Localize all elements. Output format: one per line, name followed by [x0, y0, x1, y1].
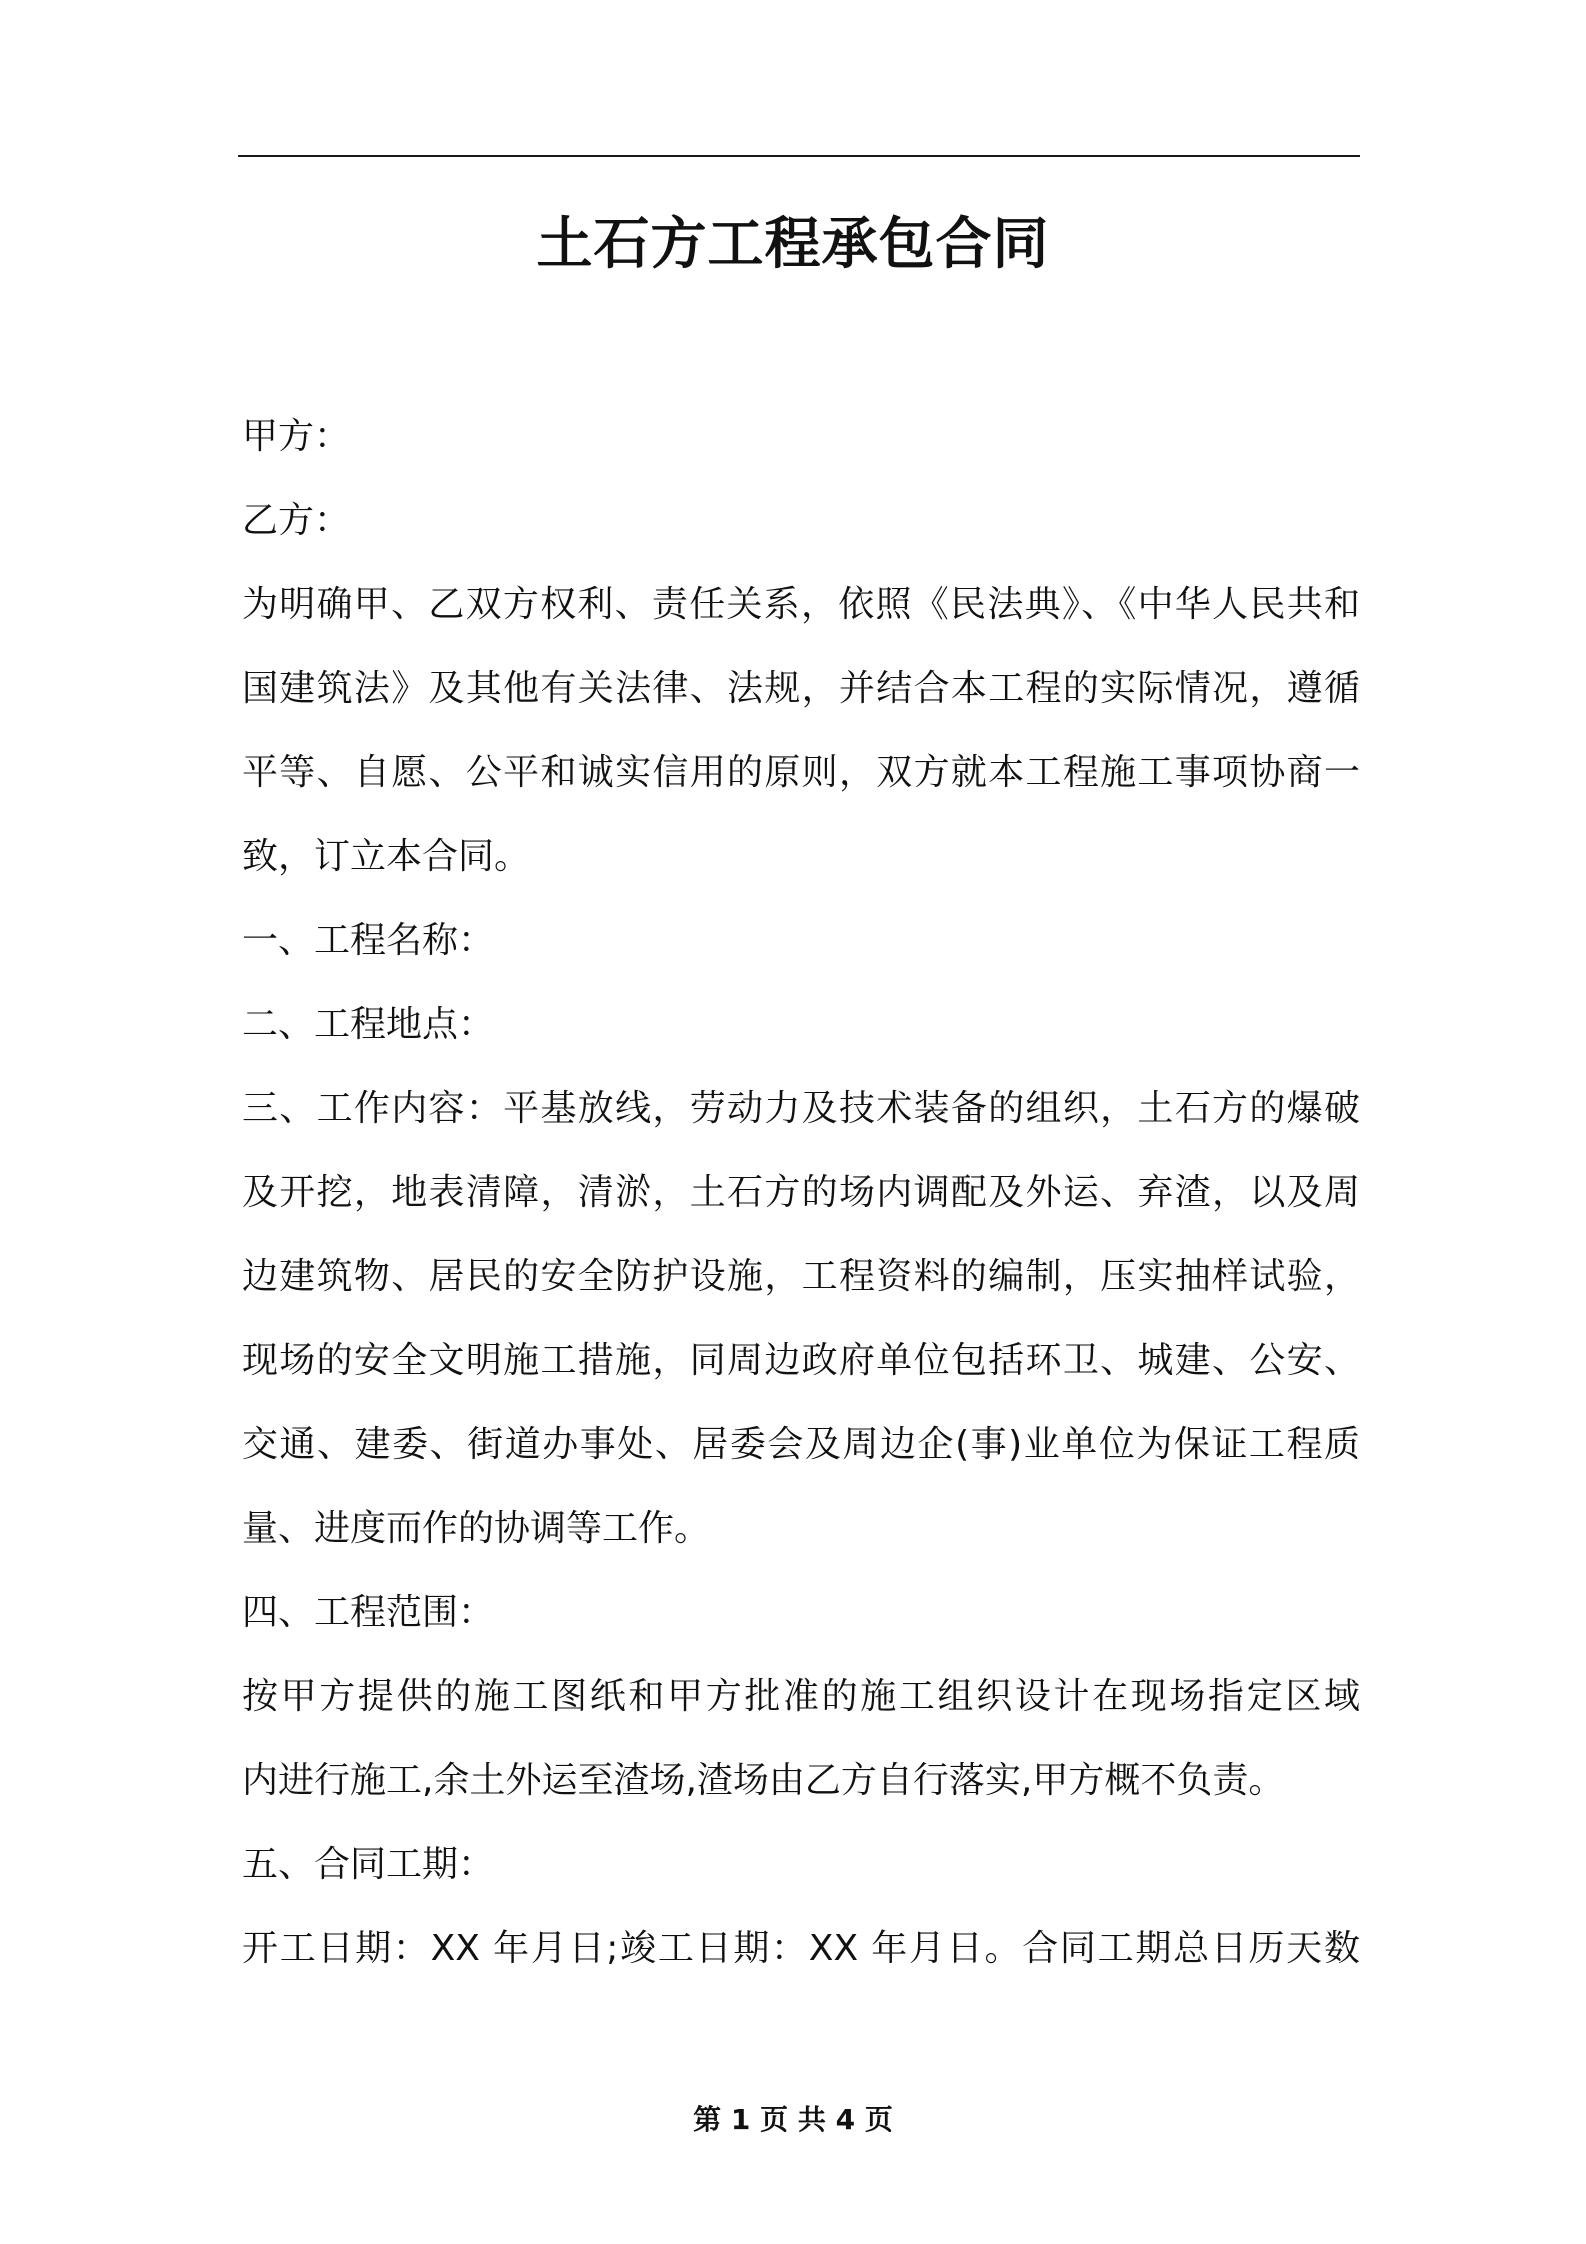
- page-number: 第 1 页 共 4 页: [693, 2103, 893, 2136]
- paragraph-period-detail: [242, 1907, 1360, 1991]
- text-line: 为明确甲、乙双方权利、责任关系，依照《民法典》、《中华人民共和: [242, 584, 1360, 625]
- section-project-name: [242, 899, 1360, 983]
- paragraph-scope-detail: [242, 1655, 1360, 1823]
- text-line: 平等、自愿、公平和诚实信用的原则，双方就本工程施工事项协商一: [242, 752, 1360, 793]
- header-rule: [238, 155, 1360, 157]
- text-line: 现场的安全文明施工措施，同周边政府单位包括环卫、城建、公安、: [242, 1340, 1360, 1381]
- text-line: 内进行施工,余土外运至渣场,渣场由乙方自行落实,甲方概不负责。: [242, 1760, 1285, 1801]
- section-heading: 一、工程名称：: [242, 920, 495, 961]
- document-body: [242, 395, 1360, 1991]
- section-project-location: [242, 983, 1360, 1067]
- paragraph-party-b: [242, 479, 1360, 563]
- text-line: 乙方：: [242, 500, 351, 541]
- section-contract-period: [242, 1823, 1360, 1907]
- document-title: 土石方工程承包合同: [536, 212, 1050, 277]
- section-project-scope: [242, 1571, 1360, 1655]
- paragraph-party-a: [242, 395, 1360, 479]
- text-line: 按甲方提供的施工图纸和甲方批准的施工组织设计在现场指定区域: [242, 1676, 1360, 1717]
- text-line: 开工日期：XX 年月日;竣工日期：XX 年月日。合同工期总日历天数: [242, 1928, 1360, 1969]
- section-heading: 四、工程范围：: [242, 1592, 495, 1633]
- text-line: 量、进度而作的协调等工作。: [242, 1508, 711, 1549]
- text-line: 交通、建委、街道办事处、居委会及周边企(事)业单位为保证工程质: [242, 1424, 1360, 1465]
- text-line: 致，订立本合同。: [242, 836, 531, 877]
- section-heading: 五、合同工期：: [242, 1844, 495, 1885]
- section-heading: 二、工程地点：: [242, 1004, 495, 1045]
- paragraph-preamble: [242, 563, 1360, 899]
- text-line: 三、工作内容：平基放线，劳动力及技术装备的组织，土石方的爆破: [242, 1088, 1360, 1129]
- section-work-content: [242, 1067, 1360, 1571]
- text-line: 甲方：: [242, 416, 351, 457]
- text-line: 边建筑物、居民的安全防护设施，工程资料的编制，压实抽样试验，: [242, 1256, 1360, 1297]
- text-line: 国建筑法》及其他有关法律、法规，并结合本工程的实际情况，遵循: [242, 668, 1360, 709]
- text-line: 及开挖，地表清障，清淤，土石方的场内调配及外运、弃渣，以及周: [242, 1172, 1360, 1213]
